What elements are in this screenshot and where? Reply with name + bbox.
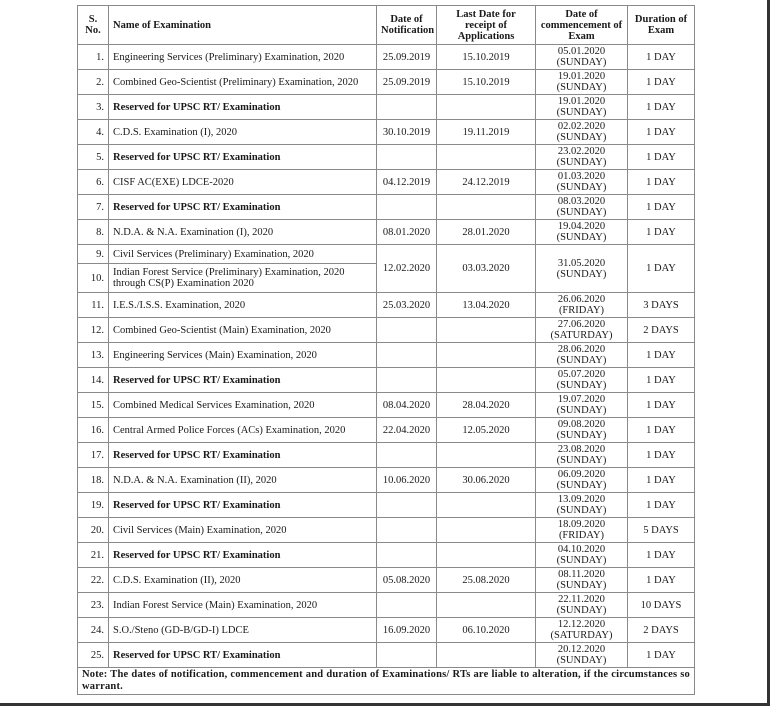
serial-number: 13. — [78, 343, 109, 368]
commencement-date — [536, 518, 628, 543]
exam-name: I.E.S./I.S.S. Examination, 2020 — [109, 293, 377, 318]
commencement-date-value: 23.08.2020 — [557, 444, 606, 455]
commencement-weekday: (SUNDAY) — [556, 355, 607, 366]
exam-name: Combined Geo-Scientist (Preliminary) Examination, 2020 — [109, 70, 377, 95]
header-last-date: Last Date for receipt of Applications — [437, 6, 536, 45]
table-row — [78, 293, 695, 318]
exam-duration: 1 DAY — [628, 245, 695, 293]
exam-duration: 1 DAY — [628, 45, 695, 70]
commencement-date — [536, 343, 628, 368]
exam-duration: 1 DAY — [628, 120, 695, 145]
commencement-date — [536, 618, 628, 643]
table-row — [78, 418, 695, 443]
commencement-weekday: (SATURDAY) — [550, 630, 613, 641]
exam-duration: 1 DAY — [628, 195, 695, 220]
exam-name: N.D.A. & N.A. Examination (I), 2020 — [109, 220, 377, 245]
last-date: 28.01.2020 — [437, 220, 536, 245]
exam-name: Reserved for UPSC RT/ Examination — [109, 95, 377, 120]
last-date — [437, 368, 536, 393]
exam-name: CISF AC(EXE) LDCE-2020 — [109, 170, 377, 195]
table-row — [78, 468, 695, 493]
commencement-date-value: 09.08.2020 — [557, 419, 606, 430]
exam-name: Reserved for UPSC RT/ Examination — [109, 493, 377, 518]
serial-number: 7. — [78, 195, 109, 220]
notification-date: 16.09.2020 — [377, 618, 437, 643]
commencement-date-value: 23.02.2020 — [557, 146, 606, 157]
commencement-weekday: (SUNDAY) — [556, 107, 607, 118]
commencement-date — [536, 45, 628, 70]
commencement-weekday: (SUNDAY) — [556, 82, 607, 93]
commencement-weekday: (FRIDAY) — [558, 305, 605, 316]
commencement-date — [536, 368, 628, 393]
commencement-date-value: 04.10.2020 — [557, 544, 606, 555]
exam-duration: 1 DAY — [628, 568, 695, 593]
exam-schedule-table — [77, 5, 695, 695]
exam-duration: 1 DAY — [628, 543, 695, 568]
notification-date — [377, 318, 437, 343]
exam-name: Central Armed Police Forces (ACs) Examination, 2020 — [109, 418, 377, 443]
commencement-weekday: (SATURDAY) — [550, 330, 613, 341]
commencement-date-value: 05.01.2020 — [557, 46, 606, 57]
commencement-date — [536, 145, 628, 170]
notification-date: 22.04.2020 — [377, 418, 437, 443]
commencement-date-value: 26.06.2020 — [557, 294, 606, 305]
table-row — [78, 70, 695, 95]
last-date — [437, 443, 536, 468]
commencement-date-value: 22.11.2020 — [558, 594, 605, 605]
exam-name: Engineering Services (Preliminary) Examination, 2020 — [109, 45, 377, 70]
commencement-date-value: 08.11.2020 — [558, 569, 605, 580]
serial-number: 25. — [78, 643, 109, 668]
commencement-date-value: 19.01.2020 — [557, 96, 606, 107]
commencement-date-value: 18.09.2020 — [557, 519, 606, 530]
commencement-date — [536, 170, 628, 195]
exam-name: Combined Geo-Scientist (Main) Examination, 2020 — [109, 318, 377, 343]
table-row — [78, 618, 695, 643]
last-date — [437, 195, 536, 220]
exam-duration: 1 DAY — [628, 468, 695, 493]
notification-date: 10.06.2020 — [377, 468, 437, 493]
table-row — [78, 95, 695, 120]
commencement-weekday: (SUNDAY) — [556, 430, 607, 441]
notification-date: 08.01.2020 — [377, 220, 437, 245]
exam-duration: 1 DAY — [628, 368, 695, 393]
exam-name: Reserved for UPSC RT/ Examination — [109, 368, 377, 393]
serial-number: 10. — [78, 264, 109, 293]
exam-name: Reserved for UPSC RT/ Examination — [109, 643, 377, 668]
table-row — [78, 568, 695, 593]
exam-name: C.D.S. Examination (II), 2020 — [109, 568, 377, 593]
last-date: 13.04.2020 — [437, 293, 536, 318]
commencement-date-value: 19.07.2020 — [557, 394, 606, 405]
commencement-date — [536, 95, 628, 120]
note-text: Note: The dates of notification, commencement and duration of Examinations/ RTs are liable to alteration, if the circumstances so warrant. — [78, 668, 695, 695]
exam-duration: 1 DAY — [628, 220, 695, 245]
commencement-date-value: 19.01.2020 — [557, 71, 606, 82]
last-date — [437, 318, 536, 343]
commencement-date — [536, 245, 628, 293]
commencement-date-value: 06.09.2020 — [557, 469, 606, 480]
serial-number: 24. — [78, 618, 109, 643]
exam-name: Indian Forest Service (Preliminary) Examination, 2020 through CS(P) Examination 2020 — [109, 264, 377, 293]
header-commencement: Date of commencement of Exam — [536, 6, 628, 45]
serial-number: 1. — [78, 45, 109, 70]
commencement-date-value: 12.12.2020 — [557, 619, 606, 630]
commencement-date — [536, 393, 628, 418]
table-row — [78, 45, 695, 70]
last-date: 24.12.2019 — [437, 170, 536, 195]
last-date — [437, 543, 536, 568]
commencement-date-value: 02.02.2020 — [557, 121, 606, 132]
last-date: 15.10.2019 — [437, 45, 536, 70]
table-row — [78, 518, 695, 543]
commencement-weekday: (SUNDAY) — [556, 57, 607, 68]
commencement-date — [536, 318, 628, 343]
exam-name: Civil Services (Preliminary) Examination, 2020 — [109, 245, 377, 264]
header-name: Name of Examination — [109, 6, 377, 45]
table-row — [78, 443, 695, 468]
notification-date — [377, 195, 437, 220]
serial-number: 21. — [78, 543, 109, 568]
commencement-weekday: (SUNDAY) — [556, 455, 607, 466]
table-row — [78, 145, 695, 170]
last-date — [437, 643, 536, 668]
commencement-date — [536, 643, 628, 668]
commencement-date — [536, 543, 628, 568]
table-row — [78, 318, 695, 343]
table-body — [78, 45, 695, 668]
serial-number: 2. — [78, 70, 109, 95]
exam-duration: 1 DAY — [628, 170, 695, 195]
commencement-date-value: 19.04.2020 — [557, 221, 606, 232]
serial-number: 18. — [78, 468, 109, 493]
last-date: 15.10.2019 — [437, 70, 536, 95]
notification-date — [377, 443, 437, 468]
commencement-weekday: (SUNDAY) — [556, 380, 607, 391]
last-date — [437, 343, 536, 368]
notification-date — [377, 543, 437, 568]
exam-duration: 1 DAY — [628, 393, 695, 418]
commencement-date-value: 20.12.2020 — [557, 644, 606, 655]
notification-date — [377, 145, 437, 170]
header-sno: S. No. — [78, 6, 109, 45]
exam-duration: 1 DAY — [628, 493, 695, 518]
exam-name: C.D.S. Examination (I), 2020 — [109, 120, 377, 145]
serial-number: 5. — [78, 145, 109, 170]
table-header-row — [78, 6, 695, 45]
commencement-date — [536, 120, 628, 145]
last-date: 06.10.2020 — [437, 618, 536, 643]
last-date: 30.06.2020 — [437, 468, 536, 493]
commencement-weekday: (FRIDAY) — [558, 530, 605, 541]
notification-date: 08.04.2020 — [377, 393, 437, 418]
exam-name: Civil Services (Main) Examination, 2020 — [109, 518, 377, 543]
commencement-weekday: (SUNDAY) — [556, 505, 607, 516]
notification-date: 25.09.2019 — [377, 45, 437, 70]
last-date — [437, 95, 536, 120]
exam-name: Engineering Services (Main) Examination, 2020 — [109, 343, 377, 368]
serial-number: 22. — [78, 568, 109, 593]
commencement-date — [536, 220, 628, 245]
commencement-date — [536, 418, 628, 443]
notification-date — [377, 493, 437, 518]
last-date — [437, 493, 536, 518]
commencement-weekday: (SUNDAY) — [556, 182, 607, 193]
exam-name: Reserved for UPSC RT/ Examination — [109, 195, 377, 220]
exam-duration: 1 DAY — [628, 443, 695, 468]
exam-duration: 1 DAY — [628, 643, 695, 668]
serial-number: 3. — [78, 95, 109, 120]
commencement-weekday: (SUNDAY) — [556, 405, 607, 416]
commencement-date — [536, 493, 628, 518]
last-date — [437, 518, 536, 543]
notification-date: 12.02.2020 — [377, 245, 437, 293]
serial-number: 8. — [78, 220, 109, 245]
commencement-date — [536, 70, 628, 95]
last-date: 25.08.2020 — [437, 568, 536, 593]
exam-duration: 1 DAY — [628, 95, 695, 120]
table-row — [78, 195, 695, 220]
serial-number: 19. — [78, 493, 109, 518]
exam-name: Reserved for UPSC RT/ Examination — [109, 443, 377, 468]
table-row — [78, 393, 695, 418]
table-row — [78, 368, 695, 393]
notification-date — [377, 95, 437, 120]
commencement-weekday: (SUNDAY) — [556, 655, 607, 666]
exam-name: Indian Forest Service (Main) Examination, 2020 — [109, 593, 377, 618]
note-row — [78, 668, 695, 695]
commencement-date — [536, 293, 628, 318]
commencement-date-value: 27.06.2020 — [557, 319, 606, 330]
last-date: 28.04.2020 — [437, 393, 536, 418]
serial-number: 17. — [78, 443, 109, 468]
commencement-weekday: (SUNDAY) — [556, 157, 607, 168]
last-date — [437, 593, 536, 618]
commencement-date — [536, 443, 628, 468]
exam-name: N.D.A. & N.A. Examination (II), 2020 — [109, 468, 377, 493]
commencement-weekday: (SUNDAY) — [556, 268, 607, 280]
notification-date: 25.09.2019 — [377, 70, 437, 95]
table-row — [78, 593, 695, 618]
exam-duration: 2 DAYS — [628, 318, 695, 343]
commencement-weekday: (SUNDAY) — [556, 580, 607, 591]
notification-date — [377, 593, 437, 618]
serial-number: 12. — [78, 318, 109, 343]
notification-date: 04.12.2019 — [377, 170, 437, 195]
commencement-date — [536, 568, 628, 593]
commencement-date — [536, 195, 628, 220]
serial-number: 9. — [78, 245, 109, 264]
notification-date: 25.03.2020 — [377, 293, 437, 318]
serial-number: 23. — [78, 593, 109, 618]
commencement-weekday: (SUNDAY) — [556, 132, 607, 143]
exam-duration: 10 DAYS — [628, 593, 695, 618]
last-date — [437, 145, 536, 170]
header-duration: Duration of Exam — [628, 6, 695, 45]
commencement-weekday: (SUNDAY) — [556, 480, 607, 491]
notification-date — [377, 518, 437, 543]
exam-name: Combined Medical Services Examination, 2020 — [109, 393, 377, 418]
exam-name: Reserved for UPSC RT/ Examination — [109, 543, 377, 568]
notification-date — [377, 368, 437, 393]
exam-name: S.O./Steno (GD-B/GD-I) LDCE — [109, 618, 377, 643]
notification-date: 05.08.2020 — [377, 568, 437, 593]
exam-duration: 1 DAY — [628, 70, 695, 95]
commencement-date-value: 01.03.2020 — [557, 171, 606, 182]
table-row — [78, 170, 695, 195]
exam-duration: 1 DAY — [628, 343, 695, 368]
last-date: 19.11.2019 — [437, 120, 536, 145]
notification-date: 30.10.2019 — [377, 120, 437, 145]
commencement-weekday: (SUNDAY) — [556, 605, 607, 616]
serial-number: 14. — [78, 368, 109, 393]
last-date: 12.05.2020 — [437, 418, 536, 443]
serial-number: 20. — [78, 518, 109, 543]
exam-duration: 5 DAYS — [628, 518, 695, 543]
commencement-weekday: (SUNDAY) — [556, 232, 607, 243]
notification-date — [377, 643, 437, 668]
table-row — [78, 643, 695, 668]
commencement-date-value: 31.05.2020 — [557, 257, 606, 269]
serial-number: 11. — [78, 293, 109, 318]
table-row — [78, 343, 695, 368]
commencement-date — [536, 468, 628, 493]
commencement-date — [536, 593, 628, 618]
table-row — [78, 543, 695, 568]
exam-duration: 3 DAYS — [628, 293, 695, 318]
commencement-date-value: 28.06.2020 — [557, 344, 606, 355]
commencement-date-value: 08.03.2020 — [557, 196, 606, 207]
commencement-date-value: 05.07.2020 — [557, 369, 606, 380]
notification-date — [377, 343, 437, 368]
exam-name: Reserved for UPSC RT/ Examination — [109, 145, 377, 170]
table-row — [78, 493, 695, 518]
table-row — [78, 220, 695, 245]
commencement-weekday: (SUNDAY) — [556, 207, 607, 218]
last-date: 03.03.2020 — [437, 245, 536, 293]
commencement-weekday: (SUNDAY) — [556, 555, 607, 566]
table-row — [78, 120, 695, 145]
serial-number: 15. — [78, 393, 109, 418]
header-notification: Date of Notification — [377, 6, 437, 45]
serial-number: 16. — [78, 418, 109, 443]
exam-duration: 1 DAY — [628, 145, 695, 170]
commencement-date-value: 13.09.2020 — [557, 494, 606, 505]
exam-duration: 2 DAYS — [628, 618, 695, 643]
serial-number: 6. — [78, 170, 109, 195]
table-row — [78, 245, 695, 264]
exam-duration: 1 DAY — [628, 418, 695, 443]
serial-number: 4. — [78, 120, 109, 145]
